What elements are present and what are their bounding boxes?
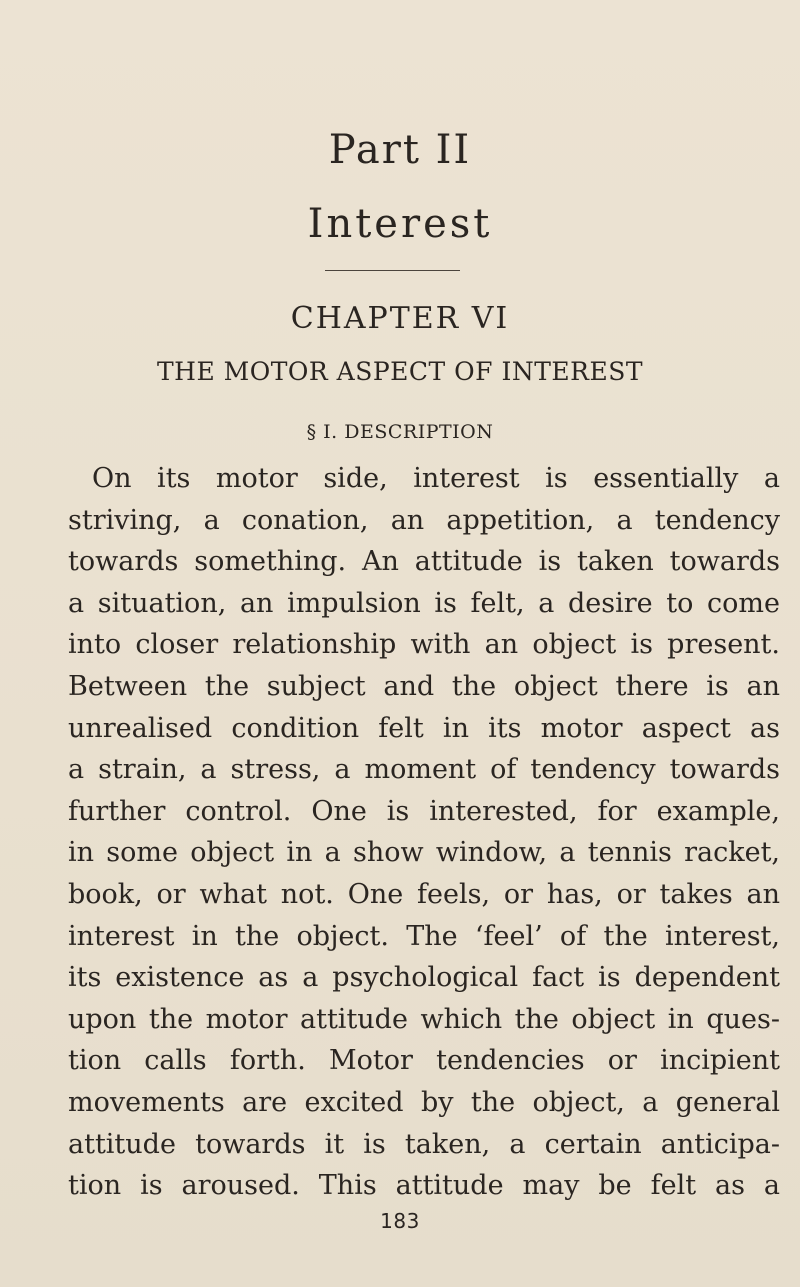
text-line: towards something. An attitude is taken towards [68, 546, 780, 578]
body-text [68, 458, 780, 1207]
text-line: unrealised condition felt in its motor aspect as [68, 712, 780, 744]
part-title: Interest [307, 201, 493, 247]
text-line: movements are excited by the object, a general [68, 1086, 780, 1118]
text-line: into closer relationship with an object is present. [68, 629, 780, 661]
text-line: in some object in a show window, a tennis racket, [68, 837, 780, 869]
text-line: On its motor side, interest is essentially a [92, 463, 780, 494]
text-line: striving, a conation, an appetition, a tendency [68, 504, 780, 536]
text-line: upon the motor attitude which the object in ques- [68, 1003, 780, 1035]
text-line: tion calls forth. Motor tendencies or incipient [68, 1045, 780, 1077]
divider-rule [325, 270, 460, 271]
part-label: Part II [328, 127, 472, 173]
text-line: a situation, an impulsion is felt, a desire to come [68, 587, 780, 619]
chapter-title: THE MOTOR ASPECT OF INTEREST [156, 357, 644, 386]
text-line: tion is aroused. This attitude may be felt as a [68, 1170, 780, 1202]
text-line: further control. One is interested, for example, [68, 795, 780, 827]
text-line: attitude towards it is taken, a certain anticipa- [68, 1128, 780, 1160]
chapter-heading: CHAPTER VI [290, 301, 510, 336]
page-number: 183 [380, 1209, 420, 1233]
text-line: a strain, a stress, a moment of tendency towards [68, 754, 780, 786]
text-line: book, or what not. One feels, or has, or takes an [68, 878, 780, 910]
text-line: interest in the object. The ‘feel’ of the interest, [68, 920, 780, 952]
section-heading: § I. DESCRIPTION [306, 421, 494, 443]
text-line: Between the subject and the object there is an [68, 670, 780, 702]
text-line: its existence as a psychological fact is dependent [68, 962, 780, 994]
